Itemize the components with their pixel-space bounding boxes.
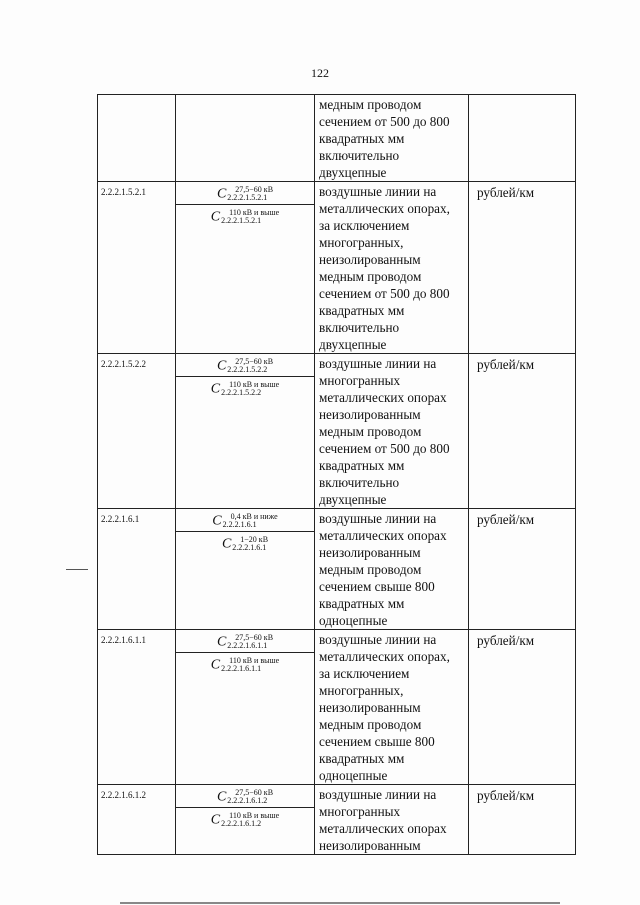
row-unit-cell xyxy=(469,509,576,630)
description-line: сечением свыше 800 xyxy=(319,734,435,749)
symbol-letter: C xyxy=(210,381,221,397)
table-row xyxy=(98,354,576,509)
rate-symbol xyxy=(176,785,314,808)
row-code-cell xyxy=(98,354,176,509)
description-line: металлических опорах xyxy=(319,528,447,543)
symbol-letter: C xyxy=(216,634,227,650)
symbol-index: 2.2.2.1.6.1 xyxy=(222,520,257,530)
symbol-index: 2.2.2.1.5.2.1 xyxy=(227,193,268,203)
page-bottom-edge xyxy=(120,902,560,904)
symbol-voltage: 1−20 кВ xyxy=(240,535,269,545)
symbol-voltage: 110 кВ и выше xyxy=(229,380,280,390)
description-line: многогранных xyxy=(319,373,401,388)
description-line: многогранных xyxy=(319,804,401,819)
margin-mark xyxy=(66,569,88,570)
description-line: воздушные линии на xyxy=(319,787,437,802)
row-code-cell xyxy=(98,95,176,182)
description-line: воздушные линии на xyxy=(319,184,437,199)
description-line: за исключением xyxy=(319,218,410,233)
description-line: сечением от 500 до 800 xyxy=(319,114,450,129)
description-line: включительно xyxy=(319,148,400,163)
row-code: 2.2.2.1.6.1.2 xyxy=(101,790,146,800)
description-line: неизолированным xyxy=(319,700,421,715)
row-symbol-cell xyxy=(176,354,315,509)
symbol-letter: C xyxy=(216,186,227,202)
description-line: сечением свыше 800 xyxy=(319,579,435,594)
description-line: неизолированным xyxy=(319,407,421,422)
table-row xyxy=(98,95,576,182)
description-line: воздушные линии на xyxy=(319,632,437,647)
row-description-cell xyxy=(315,95,469,182)
row-code-cell xyxy=(98,182,176,354)
row-description-cell xyxy=(315,354,469,509)
table-row xyxy=(98,182,576,354)
row-symbol-cell xyxy=(176,785,315,855)
symbol-voltage: 27,5−60 кВ xyxy=(235,633,274,643)
rate-symbol xyxy=(176,205,314,227)
page-number: 122 xyxy=(311,66,329,80)
row-code-cell xyxy=(98,785,176,855)
table-row xyxy=(98,785,576,855)
description-line: воздушные линии на xyxy=(319,356,437,371)
description-line: неизолированным xyxy=(319,838,421,853)
description-line: металлических опорах xyxy=(319,390,447,405)
description-line: неизолированным xyxy=(319,545,421,560)
symbol-index: 2.2.2.1.6.1.1 xyxy=(227,641,268,651)
symbol-letter: C xyxy=(210,209,221,225)
row-unit-cell xyxy=(469,354,576,509)
tariff-table xyxy=(97,94,576,855)
symbol-letter: C xyxy=(210,812,221,828)
row-description-cell xyxy=(315,785,469,855)
description-line: многогранных, xyxy=(319,235,404,250)
row-unit-cell xyxy=(469,630,576,785)
row-symbol-cell xyxy=(176,95,315,182)
rate-symbol xyxy=(176,532,314,554)
unit-label: рублей/км xyxy=(477,788,535,803)
description-line: одноцепные xyxy=(319,768,388,783)
row-code: 2.2.2.1.6.1.1 xyxy=(101,635,146,645)
symbol-voltage: 27,5−60 кВ xyxy=(235,185,274,195)
description-line: медным проводом xyxy=(319,717,422,732)
row-code-cell xyxy=(98,630,176,785)
symbol-index: 2.2.2.1.6.1.2 xyxy=(221,819,262,829)
description-line: квадратных мм xyxy=(319,303,405,318)
symbol-voltage: 27,5−60 кВ xyxy=(235,357,274,367)
rate-symbol xyxy=(176,509,314,532)
symbol-index: 2.2.2.1.5.2.2 xyxy=(221,388,262,398)
rate-symbol xyxy=(176,182,314,205)
row-unit-cell xyxy=(469,785,576,855)
row-code: 2.2.2.1.5.2.1 xyxy=(101,187,146,197)
description-line: медным проводом xyxy=(319,424,422,439)
rate-symbol xyxy=(176,377,314,399)
description-line: квадратных мм xyxy=(319,751,405,766)
description-line: за исключением xyxy=(319,666,410,681)
symbol-letter: C xyxy=(221,536,232,552)
row-unit-cell xyxy=(469,95,576,182)
symbol-voltage: 110 кВ и выше xyxy=(229,656,280,666)
symbol-index: 2.2.2.1.5.2.2 xyxy=(227,365,268,375)
description-line: одноцепные xyxy=(319,613,388,628)
table-row xyxy=(98,509,576,630)
rate-symbol xyxy=(176,653,314,675)
description-line: неизолированным xyxy=(319,252,421,267)
symbol-letter: C xyxy=(216,358,227,374)
row-unit-cell xyxy=(469,182,576,354)
description-line: металлических опорах xyxy=(319,821,447,836)
symbol-index: 2.2.2.1.6.1.2 xyxy=(227,796,268,806)
row-description-cell xyxy=(315,182,469,354)
description-line: двухцепные xyxy=(319,337,387,352)
rate-symbol xyxy=(176,354,314,377)
symbol-voltage: 110 кВ и выше xyxy=(229,811,280,821)
symbol-index: 2.2.2.1.6.1.1 xyxy=(221,664,262,674)
row-code: 2.2.2.1.6.1 xyxy=(101,514,140,524)
unit-label: рублей/км xyxy=(477,633,535,648)
symbol-index: 2.2.2.1.6.1 xyxy=(232,543,267,553)
symbol-letter: C xyxy=(210,657,221,673)
description-line: воздушные линии на xyxy=(319,511,437,526)
description-line: медным проводом xyxy=(319,562,422,577)
rate-symbol xyxy=(176,630,314,653)
description-line: медным проводом xyxy=(319,97,422,112)
rate-symbol xyxy=(176,808,314,830)
unit-label: рублей/км xyxy=(477,185,535,200)
row-symbol-cell xyxy=(176,509,315,630)
description-line: сечением от 500 до 800 xyxy=(319,286,450,301)
symbol-voltage: 110 кВ и выше xyxy=(229,208,280,218)
symbol-index: 2.2.2.1.5.2.1 xyxy=(221,216,262,226)
symbol-voltage: 27,5−60 кВ xyxy=(235,788,274,798)
description-line: квадратных мм xyxy=(319,596,405,611)
description-line: многогранных, xyxy=(319,683,404,698)
description-line: медным проводом xyxy=(319,269,422,284)
symbol-voltage: 0,4 кВ и ниже xyxy=(230,512,278,522)
description-line: включительно xyxy=(319,320,400,335)
description-line: квадратных мм xyxy=(319,131,405,146)
row-code: 2.2.2.1.5.2.2 xyxy=(101,359,146,369)
description-line: металлических опорах, xyxy=(319,201,450,216)
row-description-cell xyxy=(315,630,469,785)
symbol-letter: C xyxy=(212,513,222,529)
row-symbol-cell xyxy=(176,630,315,785)
description-line: квадратных мм xyxy=(319,458,405,473)
unit-label: рублей/км xyxy=(477,512,535,527)
description-line: двухцепные xyxy=(319,492,387,507)
row-code-cell xyxy=(98,509,176,630)
description-line: двухцепные xyxy=(319,165,387,180)
description-line: сечением от 500 до 800 xyxy=(319,441,450,456)
symbol-letter: C xyxy=(216,789,227,805)
row-symbol-cell xyxy=(176,182,315,354)
unit-label: рублей/км xyxy=(477,357,535,372)
description-line: металлических опорах, xyxy=(319,649,450,664)
table-row xyxy=(98,630,576,785)
description-line: включительно xyxy=(319,475,400,490)
row-description-cell xyxy=(315,509,469,630)
